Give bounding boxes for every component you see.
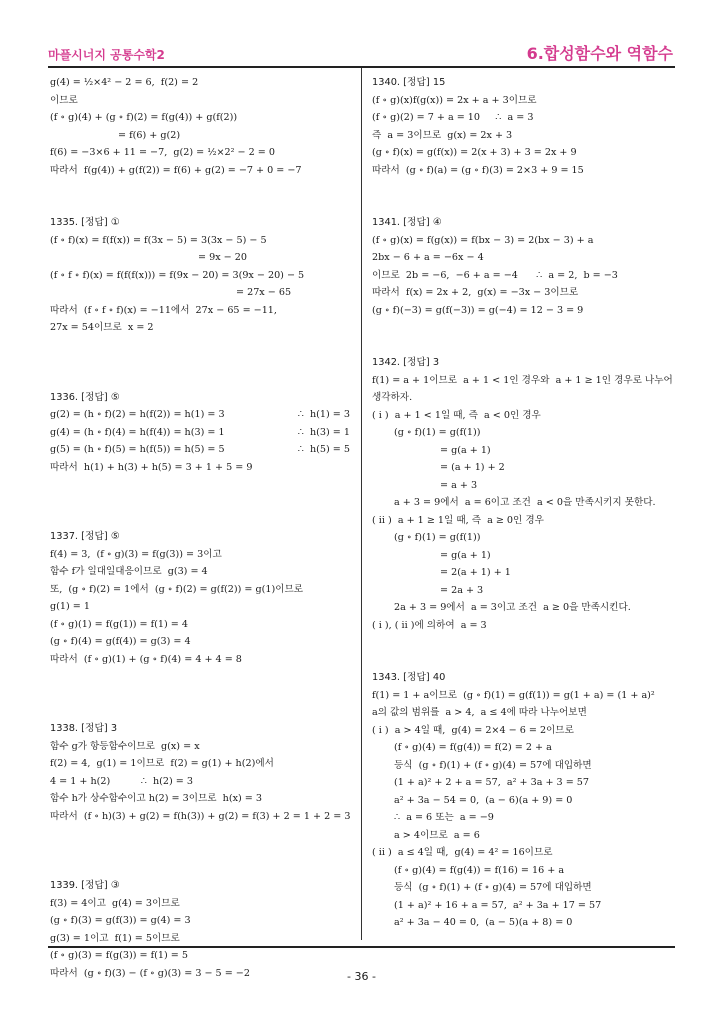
solution-line: (f ∘ f ∘ f)(x) = f(f(f(x))) = f(9x − 20) = 3(9x − 20) − 5 (50, 269, 305, 281)
solution-line: (f ∘ g)(4) + (g ∘ f)(2) = f(g(4)) + g(f(2)) (50, 112, 238, 123)
solution-line: (g ∘ f)(4) = g(f(4)) = g(3) = 4 (50, 636, 191, 647)
solution-line: (1 + a)² + 2 + a = 57, a² + 3a + 3 = 57 (394, 777, 589, 788)
solution-1340 (372, 74, 677, 179)
solution-line: (f ∘ g)(3) = f(g(3)) = f(1) = 5 (50, 950, 188, 961)
solution-line: 따라서 (f ∘ f ∘ f)(x) = −11에서 27x − 65 = −11, (50, 304, 277, 316)
solution-line: (f ∘ f)(x) = f(f(x)) = f(3x − 5) = 3(3x − 5) − 5 (50, 234, 267, 246)
solution-line: (1 + a)² + 16 + a = 57, a² + 3a + 17 = 57 (394, 899, 602, 911)
solution-line: f(2) = 4, g(1) = 1이므로 f(2) = g(1) + h(2)에서 (50, 758, 274, 769)
solution-line: = 9x − 20 (198, 252, 247, 263)
solution-title: 1343. [정답] 40 (372, 672, 446, 683)
solution-line: = 2a + 3 (440, 584, 484, 596)
solution-line (50, 424, 350, 442)
solution-line: (f ∘ g)(4) = f(g(4)) = f(2) = 2 + a (394, 742, 552, 753)
right-column (372, 74, 677, 932)
solution-title: 1341. [정답] ④ (372, 217, 442, 228)
solution-line: (f ∘ g)(x)f(g(x)) = 2x + a + 3이므로 (372, 94, 537, 106)
solution-line: g(4) = ½×4² − 2 = 6, f(2) = 2 (50, 77, 199, 88)
solution-line: f(4) = 3, (f ∘ g)(3) = f(g(3)) = 3이고 (50, 548, 222, 560)
solution-line: 등식 (g ∘ f)(1) + (f ∘ g)(4) = 57에 대입하면 (394, 759, 592, 771)
solution-line: f(3) = 4이고 g(4) = 3이므로 (50, 897, 180, 909)
solution-line: f(1) = a + 1이므로 a + 1 < 1인 경우와 a + 1 ≥ 1인 경우로 나누어 (372, 374, 673, 386)
solution-line: 따라서 f(g(4)) + g(f(2)) = f(6) + g(2) = −7 + 0 = −7 (50, 164, 302, 176)
chapter-title: 6.합성함수와 역함수 (526, 44, 673, 63)
solution-result: ∴ h(3) = 1 (297, 426, 350, 438)
solution-line: 따라서 h(1) + h(3) + h(5) = 3 + 1 + 5 = 9 (50, 461, 253, 473)
solution-line: 이므로 (50, 94, 78, 106)
solution-continued (50, 74, 350, 179)
page-number: - 36 - (347, 970, 376, 983)
solution-expression: g(5) = (h ∘ f)(5) = h(f(5)) = h(5) = 5 (50, 444, 225, 455)
solution-line: (f ∘ g)(2) = 7 + a = 10 ∴ a = 3 (372, 112, 534, 123)
solution-line: (g ∘ f)(1) = g(f(1)) (394, 532, 481, 543)
solution-1336 (50, 389, 350, 477)
footer-divider (48, 946, 675, 948)
solution-1343 (372, 669, 677, 932)
solution-line: = 27x − 65 (236, 287, 292, 298)
solution-line: 함수 h가 상수함수이고 h(2) = 3이므로 h(x) = 3 (50, 793, 262, 804)
solution-line: ( i ), ( ii )에 의하여 a = 3 (372, 619, 487, 631)
solution-line: (g ∘ f)(1) = g(f(1)) (394, 427, 481, 438)
solution-line: 2a + 3 = 9에서 a = 3이고 조건 a ≥ 0을 만족시킨다. (394, 602, 631, 613)
solution-line: g(3) = 1이고 f(1) = 5이므로 (50, 932, 180, 944)
solution-result: ∴ h(5) = 5 (297, 444, 350, 455)
solution-1341 (372, 214, 677, 319)
solution-line: 따라서 (f ∘ g)(1) + (g ∘ f)(4) = 4 + 4 = 8 (50, 653, 242, 665)
solution-line: = g(a + 1) (440, 444, 491, 456)
solution-line: = 2(a + 1) + 1 (440, 567, 511, 578)
solution-line: 따라서 (g ∘ f)(3) − (f ∘ g)(3) = 3 − 5 = −2 (50, 967, 250, 979)
case-heading: ( i ) a > 4일 때, g(4) = 2×4 − 6 = 2이므로 (372, 724, 574, 736)
solution-line: (g ∘ f)(x) = g(f(x)) = 2(x + 3) + 3 = 2x + 9 (372, 147, 577, 158)
solution-line: a² + 3a − 40 = 0, (a − 5)(a + 8) = 0 (394, 917, 573, 928)
solution-1338 (50, 720, 350, 825)
solution-1337 (50, 528, 350, 668)
solution-line: 따라서 f(x) = 2x + 2, g(x) = −3x − 3이므로 (372, 287, 579, 298)
solution-line: = a + 3 (440, 479, 478, 491)
solution-line: a + 3 = 9에서 a = 6이고 조건 a < 0을 만족시키지 못한다. (394, 497, 656, 508)
solution-line: a² + 3a − 54 = 0, (a − 6)(a + 9) = 0 (394, 794, 573, 806)
solution-line: g(1) = 1 (50, 601, 90, 612)
solution-line: (g ∘ f)(−3) = g(f(−3)) = g(−4) = 12 − 3 = 9 (372, 304, 584, 316)
solution-1335 (50, 214, 350, 337)
solution-line: (f ∘ g)(4) = f(g(4)) = f(16) = 16 + a (394, 864, 565, 876)
solution-line: = f(6) + g(2) (118, 129, 181, 141)
solution-line: a > 4이므로 a = 6 (394, 829, 480, 841)
solution-line: 따라서 (g ∘ f)(a) = (g ∘ f)(3) = 2×3 + 9 = 15 (372, 164, 584, 176)
solution-line: (g ∘ f)(3) = g(f(3)) = g(4) = 3 (50, 915, 191, 926)
solution-line: 또, (g ∘ f)(2) = 1에서 (g ∘ f)(2) = g(f(2)) = g(1)이므로 (50, 583, 304, 595)
solution-expression: g(4) = (h ∘ f)(4) = h(f(4)) = h(3) = 1 (50, 426, 225, 438)
solution-line: (f ∘ g)(x) = f(g(x)) = f(bx − 3) = 2(bx − 3) + a (372, 234, 594, 246)
solution-line: 함수 f가 일대일대응이므로 g(3) = 4 (50, 566, 208, 577)
solution-line: 이므로 2b = −6, −6 + a = −4 ∴ a = 2, b = −3 (372, 269, 618, 281)
solution-line: 2bx − 6 + a = −6x − 4 (372, 252, 484, 263)
solution-expression: g(2) = (h ∘ f)(2) = h(f(2)) = h(1) = 3 (50, 409, 225, 420)
solution-result: ∴ h(1) = 3 (297, 409, 350, 420)
solution-title: 1338. [정답] 3 (50, 723, 118, 734)
solution-line: 27x = 54이므로 x = 2 (50, 322, 154, 333)
solution-title: 1336. [정답] ⑤ (50, 391, 120, 403)
solution-line: 등식 (g ∘ f)(1) + (f ∘ g)(4) = 57에 대입하면 (394, 882, 592, 893)
solution-line: = g(a + 1) (440, 549, 491, 561)
solution-line: f(6) = −3×6 + 11 = −7, g(2) = ½×2² − 2 = 0 (50, 147, 275, 158)
solution-line: a의 값의 범위를 a > 4, a ≤ 4에 따라 나누어보면 (372, 707, 587, 718)
case-heading: ( ii ) a ≤ 4일 때, g(4) = 4² = 16이므로 (372, 847, 553, 858)
solution-line: 함수 g가 항등함수이므로 g(x) = x (50, 740, 200, 752)
solution-line: 생각하자. (372, 392, 413, 403)
solution-title: 1339. [정답] ③ (50, 880, 120, 891)
solution-line: = (a + 1) + 2 (440, 462, 505, 473)
solution-1339 (50, 877, 350, 982)
solution-title: 1342. [정답] 3 (372, 357, 440, 368)
solution-1342 (372, 354, 677, 634)
book-title: 마플시너지 공통수학2 (48, 48, 165, 62)
solution-line (50, 441, 350, 459)
case-heading: ( ii ) a + 1 ≥ 1일 때, 즉 a ≥ 0인 경우 (372, 514, 544, 526)
solution-line: 즉 a = 3이므로 g(x) = 2x + 3 (372, 129, 513, 141)
left-column (50, 74, 350, 982)
solution-title: 1340. [정답] 15 (372, 77, 446, 88)
solution-line: f(1) = 1 + a이므로 (g ∘ f)(1) = g(f(1)) = g(1 + a) = (1 + a)² (372, 689, 655, 701)
solution-title: 1337. [정답] ⑤ (50, 531, 120, 542)
solution-title: 1335. [정답] ① (50, 217, 120, 228)
case-heading: ( i ) a + 1 < 1일 때, 즉 a < 0인 경우 (372, 409, 541, 421)
solution-line (50, 406, 350, 424)
solution-line: ∴ a = 6 또는 a = −9 (394, 812, 494, 823)
solution-line: (f ∘ g)(1) = f(g(1)) = f(1) = 4 (50, 618, 188, 630)
solution-line: 따라서 (f ∘ h)(3) + g(2) = f(h(3)) + g(2) = f(3) + 2 = 1 + 2 = 3 (50, 810, 351, 822)
solution-line: 4 = 1 + h(2) ∴ h(2) = 3 (50, 775, 193, 787)
column-divider (361, 68, 362, 940)
